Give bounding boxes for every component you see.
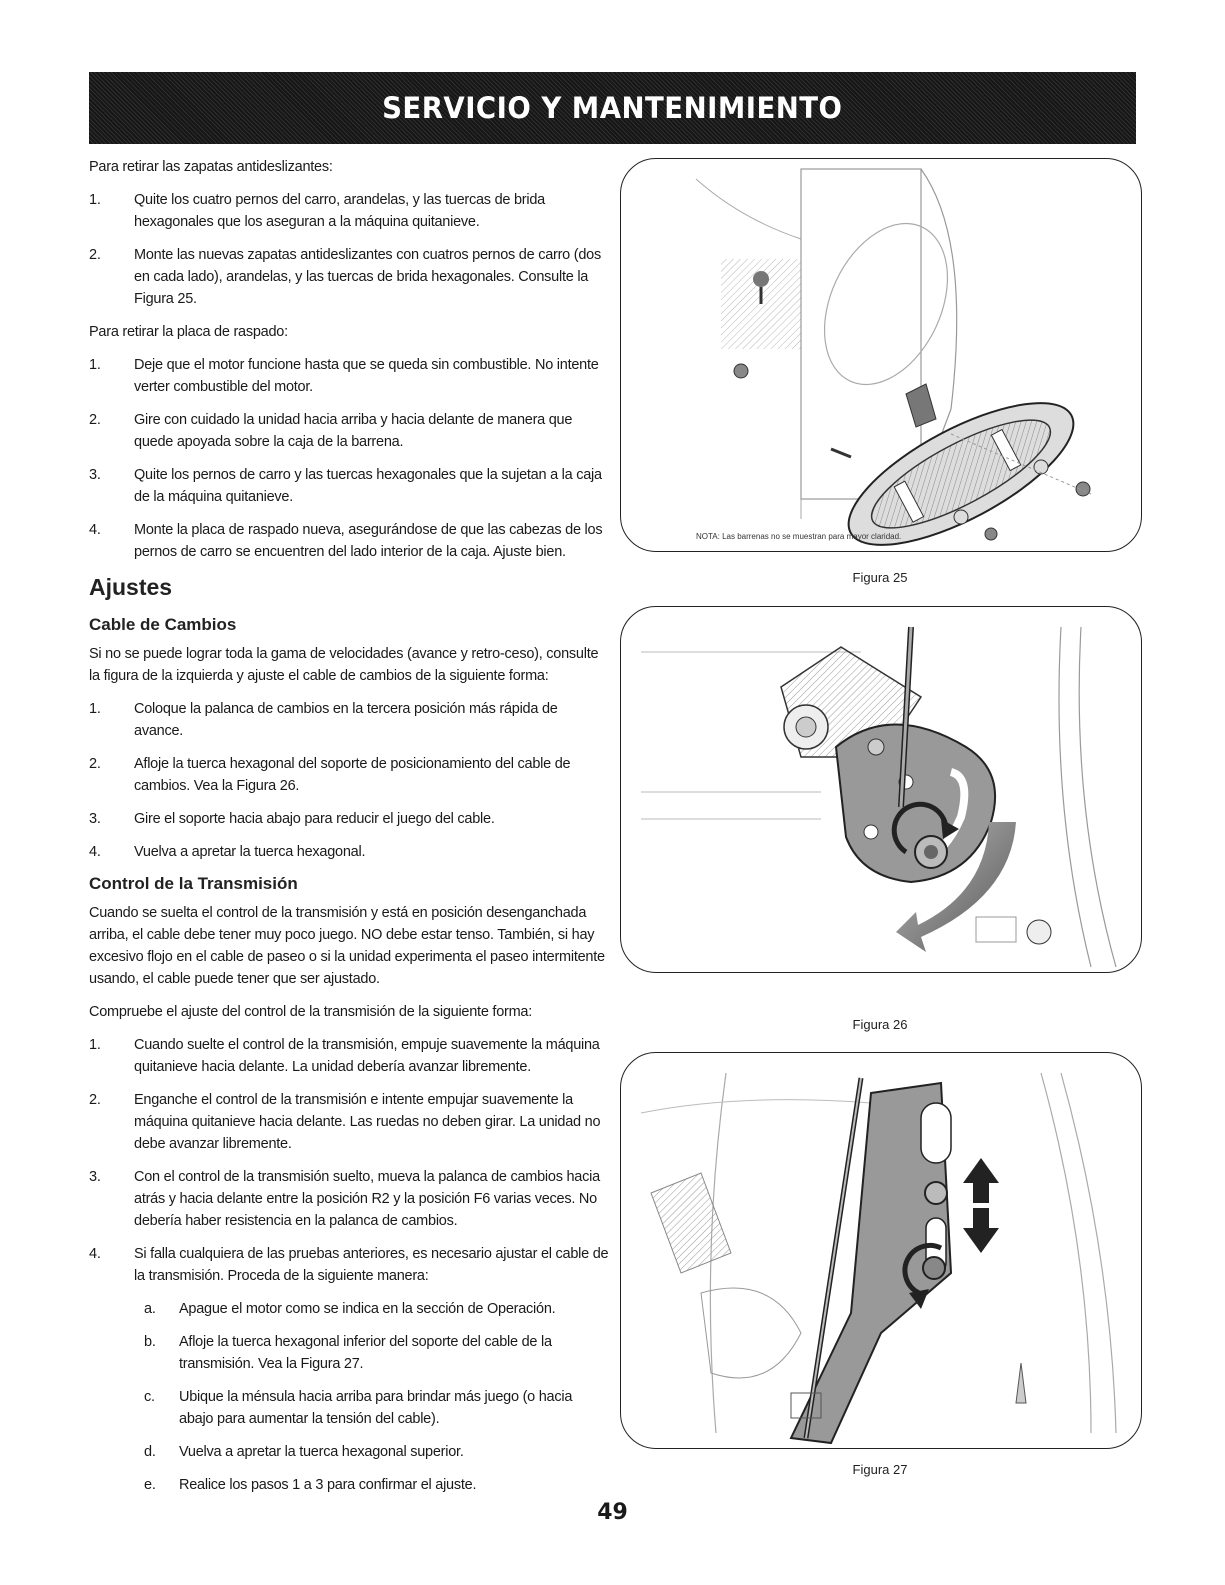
drive-cable-illustration [621, 1053, 1141, 1448]
subheading-drive-control: Control de la Transmisión [89, 874, 298, 893]
shift-cable-illustration [621, 607, 1141, 972]
list-item: c. Ubique la ménsula hacia arriba para brindar más juego (o hacia abajo para aumentar la tensión del cable). [144, 1389, 573, 1427]
subheading-shift-cable: Cable de Cambios [89, 615, 237, 634]
figure-25 [620, 158, 1142, 552]
list-item: 3. Quite los pernos de carro y las tuercas hexagonales que la sujetan a la caja de la máquina quitanieve. [89, 467, 602, 505]
drive-substeps [89, 1298, 609, 1496]
drive-intro: Cuando se suelta el control de la transmisión y está en posición desenganchada arriba, el cable debe tener muy poco juego. NO debe estar tenso. También, si hay excesivo flojo en el cable de paseo o si la unidad experimenta el paseo intermitente usando, el cable puede tener que ser ajustado. [89, 905, 605, 987]
figure-26 [620, 606, 1142, 973]
shift-steps [89, 698, 609, 863]
list-item: 4. Vuelva a apretar la tuerca hexagonal. [89, 844, 366, 860]
page-title: SERVICIO Y MANTENIMIENTO [382, 91, 843, 125]
list-item: 4. Si falla cualquiera de las pruebas anteriores, es necesario ajustar el cable de la transmisión. Proceda de la siguiente manera: [89, 1246, 609, 1284]
list-item: 3. Gire el soporte hacia abajo para reducir el juego del cable. [89, 811, 495, 827]
list-item: d. Vuelva a apretar la tuerca hexagonal superior. [144, 1444, 464, 1460]
list-item: 1. Quite los cuatro pernos del carro, arandelas, y las tuercas de brida hexagonales que los aseguran a la máquina quitanieve. [89, 192, 545, 230]
figure-27-caption: Figura 27 [852, 1462, 908, 1477]
skid-intro: Para retirar las zapatas antideslizantes: [89, 159, 333, 175]
skid-shoe-illustration [621, 159, 1141, 551]
figure-26-caption: Figura 26 [852, 1017, 908, 1032]
scraper-intro: Para retirar la placa de raspado: [89, 324, 288, 340]
list-item: 1. Cuando suelte el control de la transmisión, empuje suavemente la máquina quitanieve hacia delante. La unidad debería avanzar libremente. [89, 1037, 600, 1075]
page-banner [89, 72, 1136, 144]
list-item: b. Afloje la tuerca hexagonal inferior del soporte del cable de la transmisión. Vea la Figura 27. [144, 1334, 552, 1372]
shift-intro: Si no se puede lograr toda la gama de velocidades (avance y retro-ceso), consulte la figura de la izquierda y ajuste el cable de cambios de la siguiente forma: [89, 646, 599, 684]
figure-27 [620, 1052, 1142, 1449]
figure-25-note: NOTA: Las barrenas no se muestran para mayor claridad. [696, 532, 902, 541]
list-item: 2. Gire con cuidado la unidad hacia arriba y hacia delante de manera que quede apoyada sobre la caja de la barrena. [89, 412, 573, 450]
left-column [89, 156, 609, 1507]
skid-steps [89, 189, 609, 310]
list-item: 2. Enganche el control de la transmisión e intente empujar suavemente la máquina quitanieve hacia delante. Las ruedas no deben girar. La unidad no debe avanzar libremente. [89, 1092, 601, 1152]
page-number: 49 [597, 1500, 628, 1525]
list-item: 2. Monte las nuevas zapatas antideslizantes con cuatros pernos de carro (dos en cada lado), arandelas, y las tuercas de brida hexagonales. Consulte la Figura 25. [89, 247, 601, 307]
list-item: 3. Con el control de la transmisión suelto, mueva la palanca de cambios hacia atrás y hacia delante entre la posición R2 y la posición F6 varias veces. No debería haber resistencia en la palanca de cambios. [89, 1169, 600, 1229]
list-item: a. Apague el motor como se indica en la sección de Operación. [144, 1301, 556, 1317]
scraper-steps [89, 354, 609, 563]
list-item: 2. Afloje la tuerca hexagonal del soporte de posicionamiento del cable de cambios. Vea la Figura 26. [89, 756, 571, 794]
list-item: 1. Deje que el motor funcione hasta que se queda sin combustible. No intente verter combustible del motor. [89, 357, 599, 395]
drive-check: Compruebe el ajuste del control de la transmisión de la siguiente forma: [89, 1004, 533, 1020]
figure-25-caption: Figura 25 [852, 570, 908, 585]
list-item: 4. Monte la placa de raspado nueva, asegurándose de que las cabezas de los pernos de carro se encuentren del lado interior de la caja. Ajuste bien. [89, 522, 603, 560]
section-heading-ajustes: Ajustes [89, 574, 173, 600]
list-item: e. Realice los pasos 1 a 3 para confirmar el ajuste. [144, 1477, 477, 1493]
drive-steps [89, 1034, 609, 1287]
list-item: 1. Coloque la palanca de cambios en la tercera posición más rápida de avance. [89, 701, 558, 739]
